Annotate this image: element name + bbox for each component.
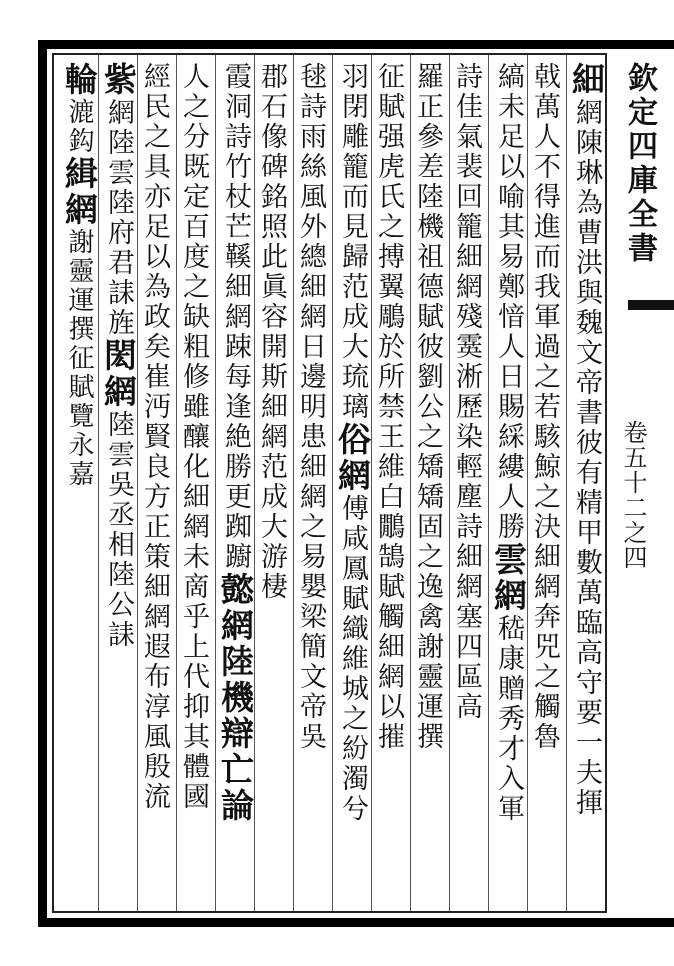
text-column-4: [453, 62, 480, 912]
column-rule: [137, 55, 138, 911]
column-text: 之逸禽謝靈運撰: [412, 542, 443, 752]
entry-head: 閎網: [99, 338, 138, 410]
column-text: 漉鈎: [64, 98, 94, 156]
frame-border-bottom: [38, 918, 674, 927]
column-text: 網陳琳為曹洪與魏文帝書彼有精甲數萬臨高守要一夫揮: [571, 98, 602, 818]
column-text: 霞洞詩竹杖芒鞵細網踈每逢絶勝更踟躕: [220, 62, 251, 572]
column-text: 人之分既定百度之缺粗修雖釀化細網未啇乎上代抑其體國: [178, 62, 209, 812]
column-text: 詩細網塞四區高: [451, 512, 482, 722]
column-text: 縞未足以喻其易鄭愔人日賜綵縷人勝: [493, 62, 524, 542]
column-text: 嵇康贈秀才入軍: [493, 614, 524, 824]
column-text: 詩佳氣裴回籠細網殘霙淅歷染輕塵: [451, 62, 482, 512]
inner-border-left: [52, 53, 54, 913]
column-text: 傅咸鳳賦織維城之紛濁兮: [337, 494, 368, 824]
fish-tail-mark: [628, 300, 674, 310]
text-column-7: [333, 62, 372, 912]
text-column-2: [531, 62, 558, 912]
text-column-1: [567, 62, 606, 912]
text-column-3: [489, 62, 528, 912]
center-column-border: [605, 53, 607, 913]
entry-head: 俗網: [333, 422, 372, 494]
entry-head: 細: [567, 62, 606, 98]
text-column-6: [375, 62, 402, 912]
column-rule: [176, 55, 177, 911]
entry-head: 緝網: [60, 156, 99, 228]
book-title: 欽定四庫全書: [622, 62, 657, 266]
entry-head: 雲網: [489, 542, 528, 614]
column-text: 患細網之易嬰梁簡文帝吳: [295, 422, 326, 752]
text-column-9: [258, 62, 285, 912]
column-text: 羽閉雕籠而見歸范成大琉璃: [337, 62, 368, 422]
text-column-12: [141, 62, 168, 912]
column-rule: [527, 55, 528, 911]
column-text: 毬詩雨絲風外總細網日邊明: [295, 62, 326, 422]
column-text: 經民之具亦足以為政矣崔沔賢良方正策細網遐布淳風殷流: [139, 62, 170, 812]
column-rule: [449, 55, 450, 911]
text-column-11: [180, 62, 207, 912]
column-text: 謝靈運撰征賦覽永嘉: [64, 228, 94, 489]
text-column-14: [60, 62, 99, 912]
column-text: 征賦强虎氏之搏翼鵰: [373, 62, 404, 332]
column-rule: [293, 55, 294, 911]
column-text: 網陸雲陸府君誄旌: [103, 98, 134, 338]
column-text: 戟萬人不得進而我軍過之若駭鯨之決細網奔兕之觸魯: [529, 62, 560, 752]
column-text: 於所禁王維白鷳鵠賦觸細網以摧: [373, 332, 404, 752]
frame-border-left: [38, 40, 47, 927]
column-rule: [566, 55, 567, 911]
entry-head: 懿網陸機辯亡論: [216, 572, 255, 824]
entry-head: 輪: [60, 62, 99, 98]
text-column-5: [414, 62, 441, 912]
volume-label: 卷五十二之四: [619, 420, 647, 570]
column-rule: [410, 55, 411, 911]
text-column-10: [216, 62, 255, 912]
frame-border-top: [38, 40, 674, 49]
column-rule: [488, 55, 489, 911]
text-column-13: [99, 62, 138, 912]
column-text: 陸雲吳丞相陸公誄: [103, 410, 134, 650]
inner-border-top: [52, 53, 605, 55]
text-column-8: [297, 62, 324, 912]
entry-head: 紫: [99, 62, 138, 98]
column-text: 郡石像碑銘照此眞容開斯細網范成大游棲: [256, 62, 287, 602]
column-text: 羅正參差陸機祖德賦彼劉公之矯矯固: [412, 62, 443, 542]
